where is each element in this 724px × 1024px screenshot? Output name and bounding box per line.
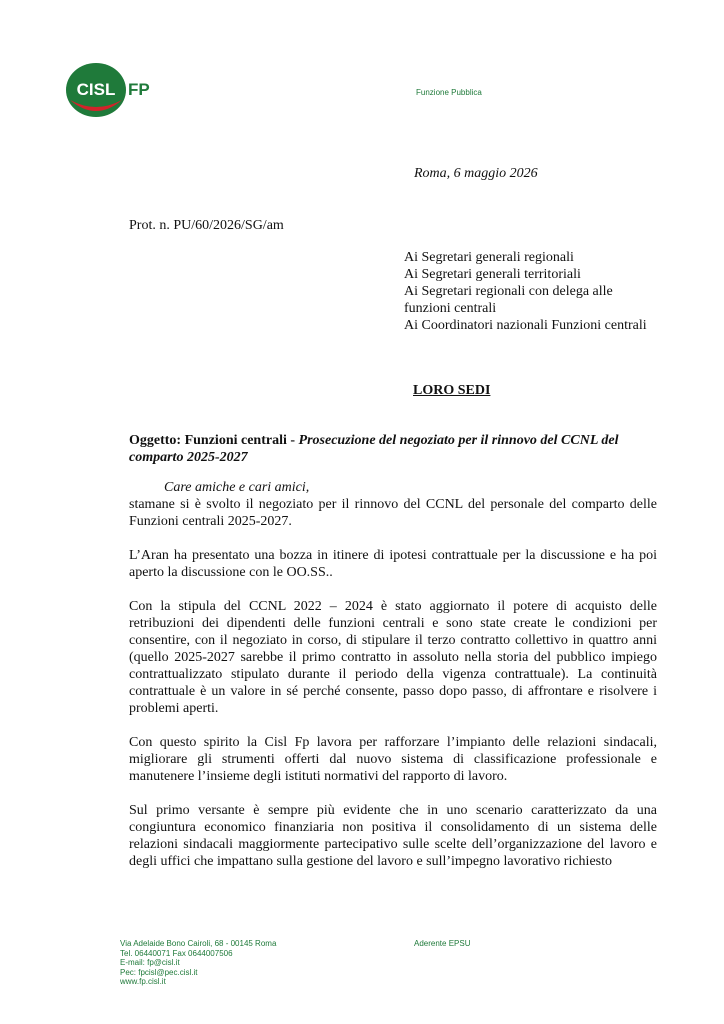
recipients-list: [404, 249, 654, 334]
logo-text: CISL: [76, 80, 116, 99]
recipient: Ai Segretari generali regionali: [404, 250, 574, 265]
recipient: Ai Segretari generali territoriali: [404, 267, 581, 282]
salutation: Care amiche e cari amici,: [164, 480, 310, 495]
subject-line: [129, 432, 657, 466]
unit-name: Funzione Pubblica: [416, 88, 482, 97]
logo-suffix: FP: [128, 80, 150, 99]
body-paragraph: stamane si è svolto il negoziato per il rinnovo del CCNL del personale del comparto delle Funzioni centrali 2025-2027.: [129, 497, 657, 529]
loro-sedi-heading: LORO SEDI: [413, 383, 491, 398]
footer-phone: Tel. 06440071 Fax 0644007506: [120, 948, 233, 958]
footer-affiliation: Aderente EPSU: [414, 939, 471, 948]
footer-email: E-mail: fp@cisl.it: [120, 958, 180, 967]
footer-website: www.fp.cisl.it: [120, 977, 166, 986]
body-paragraph: L’Aran ha presentato una bozza in itinere di ipotesi contrattuale per la discussione e ha poi aperto la discussione con le OO.SS..: [129, 548, 657, 580]
body-paragraph: Con questo spirito la Cisl Fp lavora per rafforzare l’impianto delle relazioni sindacali, migliorare gli strumenti offerti dal nuovo sistema di classificazione professionale e manutenere l’insieme degli istituti normativi del rapporto di lavoro.: [129, 735, 657, 784]
protocol-number: Prot. n. PU/60/2026/SG/am: [129, 218, 284, 233]
letter-body: [129, 496, 657, 887]
cisl-fp-logo: [66, 62, 156, 118]
subject-text: Prosecuzione del negoziato per il rinnovo del CCNL del comparto 2025-2027: [129, 433, 619, 465]
recipient: Ai Segretari regionali con delega alle funzioni centrali: [404, 284, 613, 316]
footer-address-line: Via Adelaide Bono Cairoli, 68 - 00145 Roma: [120, 939, 277, 948]
body-paragraph: Con la stipula del CCNL 2022 – 2024 è stato aggiornato il potere di acquisto delle retribuzioni dei dipendenti delle funzioni centrali e sono state create le condizioni per consentire, con il negoziato in corso, di stipulare il terzo contratto collettivo in quattro anni (quello 2025-2027 sarebbe il primo contratto in assoluto nella storia del pubblico impiego contrattualizzato stipulato durante il periodo della vigenza contrattuale). La continuità contrattuale è un valore in sé perché consente, passo dopo passo, di affrontare e risolvere i problemi aperti.: [129, 599, 657, 716]
footer-pec: Pec: fpcisl@pec.cisl.it: [120, 967, 198, 977]
body-paragraph: Sul primo versante è sempre più evidente che in uno scenario caratterizzato da una congiuntura economico finanziaria non positiva il consolidamento di un sistema delle relazioni sindacali maggiormente partecipativo sulle scelte dell’organizzazione del lavoro e degli uffici che impattano sulla gestione del lavoro e sull’impegno lavorativo richiesto: [129, 803, 657, 869]
logo-mark-icon: [66, 62, 156, 118]
recipient: Ai Coordinatori nazionali Funzioni centrali: [404, 318, 647, 333]
footer-address: [120, 939, 276, 987]
date-line: Roma, 6 maggio 2026: [414, 166, 538, 181]
subject-label: Oggetto: Funzioni centrali -: [129, 433, 299, 448]
